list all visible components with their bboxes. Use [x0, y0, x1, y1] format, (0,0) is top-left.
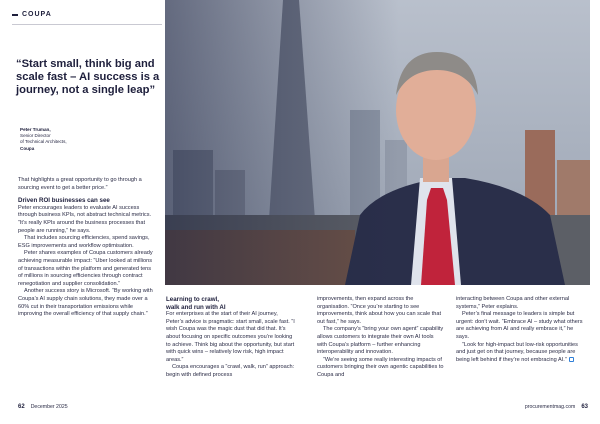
column1-intro: That highlights a great opportunity to go through a sourcing event to get a better price.”	[18, 177, 142, 191]
column1-paragraph-3: Peter shares examples of Coupa customers already achieving measurable impact: “Uber looked at millions of transactions within the platform and generated tens of millions in sourcing efficiencies through contract renegotiation and supplier consolidation.”	[18, 250, 153, 287]
pull-quote: “Start small, think big and scale fast – AI success is a journey, not a single leap”	[16, 58, 160, 96]
portrait-illustration	[165, 0, 590, 285]
subheading-crawl-line1: Learning to crawl,	[166, 296, 219, 303]
column3-paragraph-2: The company’s “bring your own agent” capability allows customers to integrate their own AI tools with Coupa’s platform – further enhancing interoperability and innovation.	[317, 326, 444, 356]
column2-paragraph-2: Coupa encourages a “crawl, walk, run” approach: begin with defined process	[166, 364, 295, 378]
quote-attribution	[20, 127, 160, 152]
column1-paragraph-2: That includes sourcing efficiencies, spend savings, ESG improvements and workflow optimisation.	[18, 235, 150, 249]
quote-name: Peter Truman,	[20, 127, 51, 132]
column1-paragraph-4: Another success story is Microsoft. “By working with Coupa’s AI supply chain solutions, they made over a 60% cut in their transportation emissions while improving the overall efficiency of that supply chain.”	[18, 288, 153, 318]
column4-paragraph-3-text: “Look for high-impact but low-risk opportunities and just get on that journey, because people are being left behind if they’re not embracing AI.”	[456, 341, 578, 363]
header-rule-mark	[12, 14, 18, 16]
footer-left	[18, 404, 68, 410]
portrait-photo	[165, 0, 590, 285]
quote-org: Coupa	[20, 145, 35, 151]
column3-paragraph-1: improvements, then expand across the organisation. “Once you’re starting to see improvements, think about how you can scale that out fast,” he says.	[317, 296, 442, 325]
column2-paragraph-1: For enterprises at the start of their AI journey, Peter’s advice is pragmatic: start small, scale fast. “I wish Coupa was the magic dust that did that. It’s about focusing on specific outcomes you’re looking to achieve. Think big about the opportunity, but start with quick wins – relatively low risk, high impact areas.”	[166, 311, 295, 363]
column1-paragraph-1: Peter encourages leaders to evaluate AI success through business KPIs, not abstract technical metrics. “It’s really KPIs around the business processes that people are running,” he says.	[18, 204, 152, 234]
body-column-4	[456, 296, 584, 364]
page-number-left: 62	[18, 404, 25, 410]
quote-role-line2: of Technical Architects,	[20, 139, 67, 145]
site-url[interactable]: procurementmag.com	[524, 404, 576, 410]
subheading-roi: Driven ROI businesses can see	[18, 197, 110, 205]
body-column-1	[18, 177, 153, 319]
quote-role-line1: Senior Director	[20, 133, 51, 139]
issue-date: December 2025	[30, 404, 68, 410]
header-divider	[12, 24, 162, 25]
section-header	[12, 11, 52, 18]
column3-paragraph-3: “We’re seeing some really interesting impacts of customers bringing their own agentic capabilities to Coupa and	[317, 356, 444, 378]
column4-paragraph-3	[456, 342, 584, 365]
body-column-3	[317, 296, 445, 380]
brand-label: COUPA	[22, 11, 52, 18]
footer-right	[525, 404, 588, 410]
body-column-2	[166, 296, 296, 380]
page-number-right: 63	[581, 404, 588, 410]
column4-paragraph-1: interacting between Coupa and other external systems,” Peter explains.	[456, 296, 570, 310]
column4-paragraph-2: Peter’s final message to leaders is simple but urgent: don’t wait. “Embrace AI – study what others are achieving from AI and really embrace it,” he says.	[456, 311, 583, 340]
end-mark-icon	[569, 357, 574, 362]
subheading-crawl-line2: walk and run with AI	[166, 303, 226, 311]
